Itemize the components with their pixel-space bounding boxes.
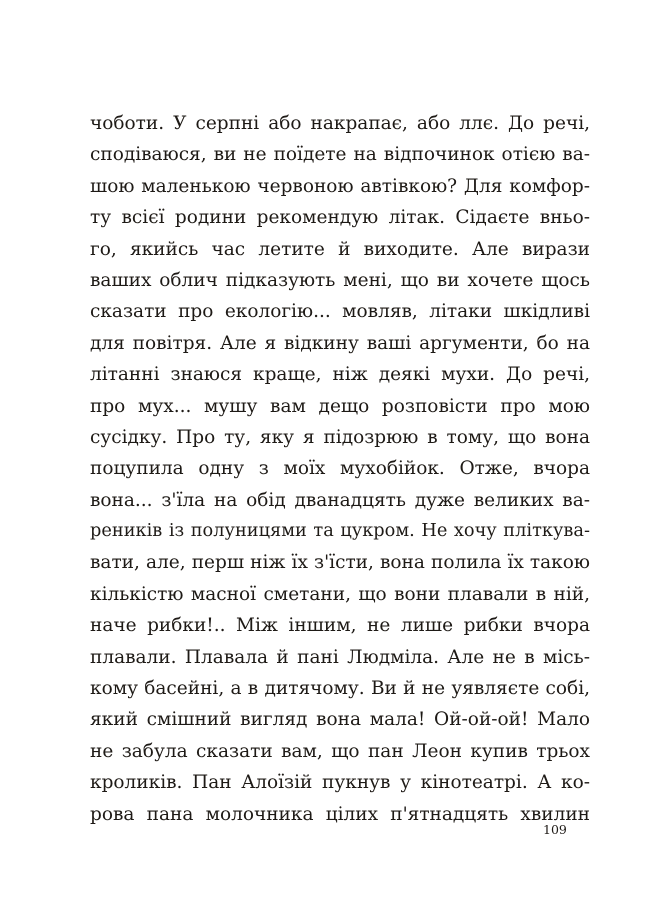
text-line: вати, але, перш ніж їх з'їсти, вона полила їх такою xyxy=(90,552,590,574)
text-line: поцупила одну з моїх мухобійок. Отже, вчора xyxy=(90,458,590,480)
text-line: сказати про екологію... мовляв, літаки шкідливі xyxy=(90,301,590,323)
text-line: не забула сказати вам, що пан Леон купив трьох xyxy=(90,740,590,762)
text-line: наче рибки!.. Між іншим, не лише рибки вчора xyxy=(90,615,590,637)
text-line: рова пана молочника цілих п'ятнадцять хвилин xyxy=(90,803,590,825)
page-number: 109 xyxy=(543,822,567,837)
text-line: ваших облич підказують мені, що ви хочете щось xyxy=(90,269,590,291)
text-line: для повітря. Але я відкину ваші аргументи, бо на xyxy=(90,332,590,354)
body-text xyxy=(90,108,590,830)
text-line: який смішний вигляд вона мала! Ой-ой-ой! Мало xyxy=(90,709,590,731)
text-line: чоботи. У серпні або накрапає, або ллє. До речі, xyxy=(90,113,590,134)
text-line: плавали. Плавала й пані Людміла. Але не в місь- xyxy=(90,646,590,668)
text-line: кому басейні, а в дитячому. Ви й не уявляєте собі, xyxy=(90,678,590,700)
text-line: сусідку. Про ту, яку я підозрюю в тому, що вона xyxy=(90,426,590,448)
text-line: кроликів. Пан Алоїзій пукнув у кінотеатрі. А ко- xyxy=(90,772,590,794)
text-line: ту всієї родини рекомендую літак. Сідаєте вньо- xyxy=(90,207,590,229)
text-line: кількістю масної сметани, що вони плавали в ній, xyxy=(90,583,590,605)
text-line: літанні знаюся краще, ніж деякі мухи. До речі, xyxy=(90,364,590,386)
text-line: вона... з'їла на обід дванадцять дуже великих ва- xyxy=(90,489,590,511)
text-line: сподіваюся, ви не поїдете на відпочинок отією ва- xyxy=(90,144,590,166)
text-line: про мух... мушу вам дещо розповісти про мою xyxy=(90,395,590,417)
text-line: го, якийсь час летите й виходите. Але вирази xyxy=(90,238,590,260)
text-line: реників із полуницями та цукром. Не хочу пліткува- xyxy=(90,521,590,542)
text-line: шою маленькою червоною автівкою? Для комфор- xyxy=(90,175,590,197)
